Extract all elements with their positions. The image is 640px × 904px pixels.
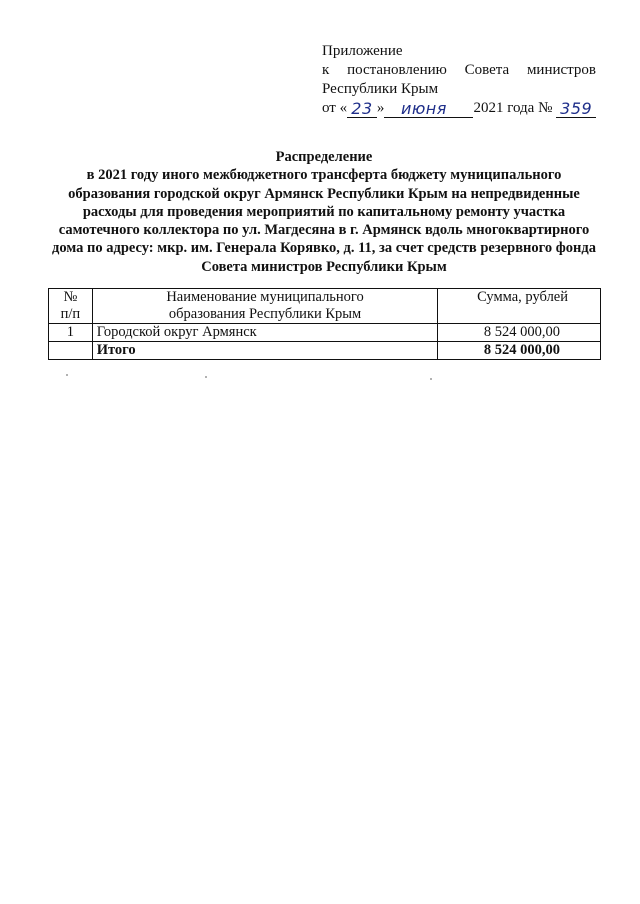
appendix-word: к — [322, 62, 330, 78]
title-heading: Распределение — [275, 149, 373, 165]
date-year: 2021 года № — [473, 100, 553, 116]
document-title — [48, 148, 600, 276]
appendix-word: министров — [526, 62, 596, 78]
appendix-title: Приложение — [322, 43, 403, 59]
table-row — [49, 324, 601, 342]
date-underline — [464, 101, 474, 118]
total-num — [49, 342, 93, 360]
row-num: 1 — [49, 324, 93, 342]
row-sum: 8 524 000,00 — [438, 324, 601, 342]
total-sum: 8 524 000,00 — [438, 342, 601, 360]
distribution-table — [48, 288, 601, 360]
appendix-block — [322, 42, 596, 118]
header-name — [92, 289, 438, 324]
header-name-line2: образования Республики Крым — [168, 306, 362, 322]
date-mid: » — [376, 100, 385, 116]
header-num-line2: п/п — [60, 306, 81, 322]
title-description: в 2021 году иного межбюджетного трансферта бюджету муниципального образования городской округ Армянск Республики Крым на непредвиденные расходы для проведения мероприятий по капитальному ремонту участка самотечного коллектора по ул. Магдесяна в г. Армянск вдоль многоквартирного дома по адресу: мкр. им. Генерала Корявко, д. 11, за счет средств резервного фонда Совета министров Республики Крым — [52, 167, 596, 275]
appendix-date-line — [322, 99, 596, 118]
date-prefix: от « — [322, 100, 348, 116]
total-label: Итого — [92, 342, 438, 360]
appendix-republic: Республики Крым — [322, 81, 439, 97]
table-header-row — [49, 289, 601, 324]
header-num-line1: № — [63, 289, 78, 305]
table-total-row — [49, 342, 601, 360]
handwritten-day: 23 — [347, 101, 377, 118]
appendix-decree-line — [322, 61, 596, 80]
header-num — [49, 289, 93, 324]
appendix-word: Совета — [464, 62, 510, 78]
row-name: Городской округ Армянск — [92, 324, 438, 342]
appendix-word: постановлению — [347, 62, 447, 78]
handwritten-month: июня — [384, 101, 463, 118]
scan-speck — [430, 378, 432, 380]
scan-speck — [66, 374, 68, 376]
scan-speck — [205, 376, 207, 378]
handwritten-number: 359 — [556, 101, 596, 118]
header-sum: Сумма, рублей — [438, 289, 601, 324]
header-name-line1: Наименование муниципального — [166, 289, 364, 305]
